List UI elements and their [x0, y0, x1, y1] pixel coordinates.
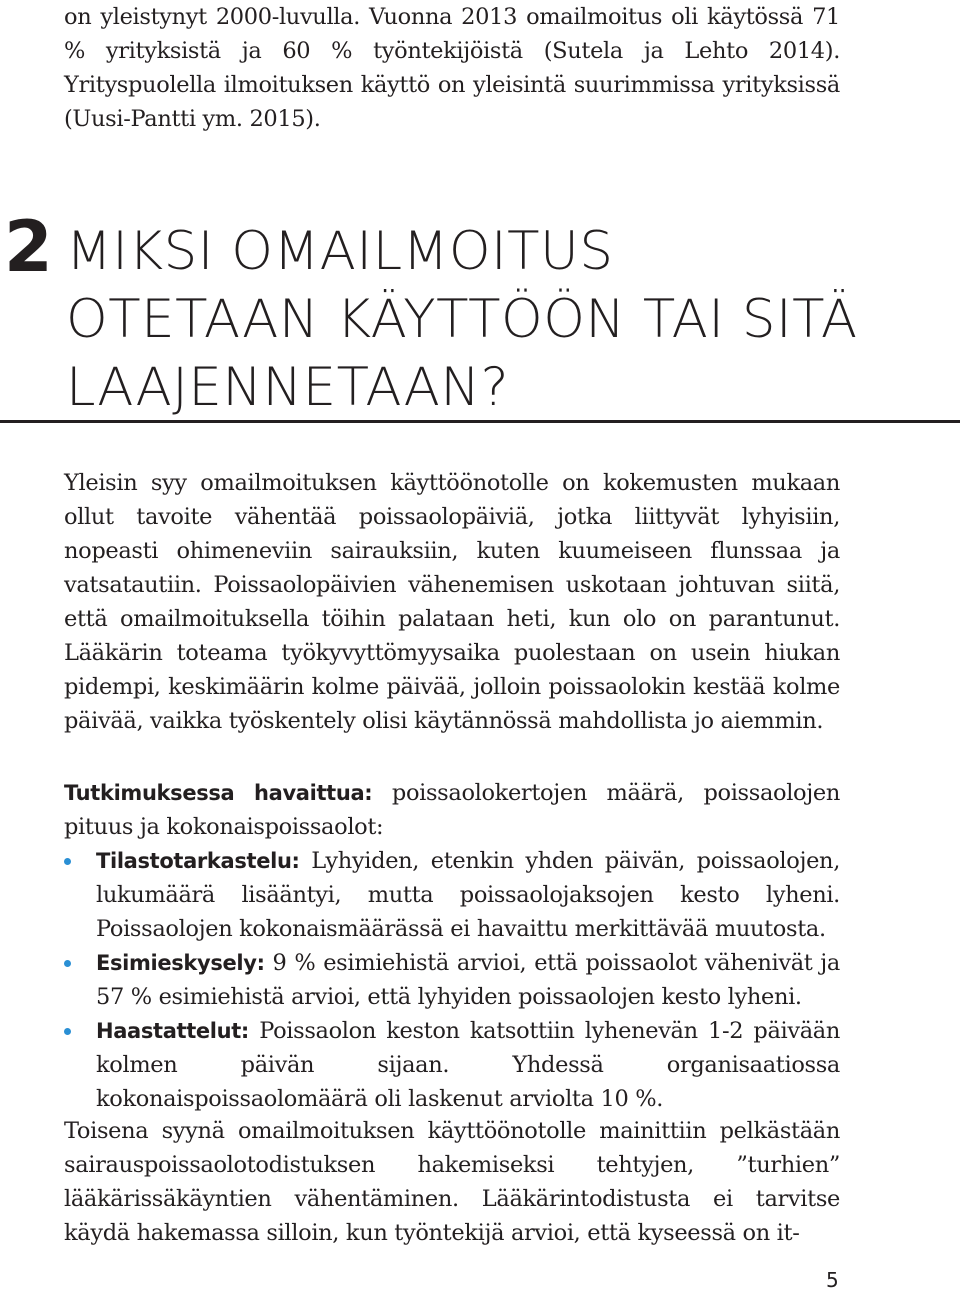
body-paragraph: Yleisin syy omailmoituksen käyttöönotolle on kokemusten mukaan ollut tavoite vähentää poissaolopäiviä, jotka liittyvät lyhyisiin, nopeasti ohimeneviin sairauksiin, kuten kuumeiseen flunssaa ja vatsatautiin. Poissaolopäivien vähenemisen uskotaan johtuvan siitä, että omailmoituksella töihin palataan heti, kun olo on parantunut. Lääkärin toteama työkyvyttömyysaika puolestaan on usein hiukan pidempi, keskimäärin kolme päivää, jolloin poissaolokin kestää kolme päivää, vaikka työskentely olisi käytännössä mahdollista jo aiemmin. [64, 470, 840, 734]
findings-list [64, 844, 840, 1116]
list-item-label: Esimieskysely: [96, 951, 265, 975]
bullet-icon [64, 858, 71, 865]
findings-intro [64, 776, 840, 844]
list-item-text: 9 % esimiehistä arvioi, että poissaolot vähenivät ja 57 % esimiehistä arvioi, että lyhyiden poissaolojen kesto lyheni. [96, 950, 840, 1010]
section-number: 2 [4, 206, 51, 288]
closing-paragraph: Toisena syynä omailmoituksen käyttöönotolle mainittiin pelkästään sairauspoissaolotodistuksen hakemiseksi tehtyjen, ”turhien” lääkärissäkäyntien vähentäminen. Lääkärintodistusta ei tarvitse käydä hakemassa silloin, kun työntekijä arvioi, että kyseessä on it- [64, 1118, 840, 1246]
findings-label: Tutkimuksessa havaittua: [64, 781, 373, 805]
bullet-icon [64, 960, 71, 967]
intro-paragraph: on yleistynyt 2000-luvulla. Vuonna 2013 omailmoitus oli käytössä 71 % yrityksistä ja 60 % työntekijöistä (Sutela ja Lehto 2014). Yrityspuolella ilmoituksen käyttö on yleisintä suurimmissa yrityksissä (Uusi-Pantti ym. 2015). [64, 4, 840, 132]
list-item [64, 946, 840, 1014]
section-title: MIKSI OMAILMOITUS OTETAAN KÄYTTÖÖN TAI SITÄ LAAJENNETAAN? [66, 221, 858, 418]
page-number: 5 [826, 1268, 839, 1292]
list-item-text: Poissaolon keston katsottiin lyhenevän 1-2 päivään kolmen päivän sijaan. Yhdessä organisaatiossa kokonaispoissaolomäärä oli laskenut arviolta 10 %. [96, 1018, 840, 1112]
list-item-label: Tilastotarkastelu: [96, 849, 300, 873]
heading-divider [0, 420, 960, 423]
bullet-icon [64, 1028, 71, 1035]
findings-text: poissaolokertojen määrä, poissaolojen pituus ja kokonaispoissaolot: [64, 780, 840, 840]
list-item-text: Lyhyiden, etenkin yhden päivän, poissaolojen, lukumäärä lisääntyi, mutta poissaolojaksojen kesto lyheni. Poissaolojen kokonaismäärässä ei havaittu merkittävää muutosta. [96, 848, 840, 942]
list-item [64, 844, 840, 946]
list-item-label: Haastattelut: [96, 1019, 249, 1043]
list-item [64, 1014, 840, 1116]
